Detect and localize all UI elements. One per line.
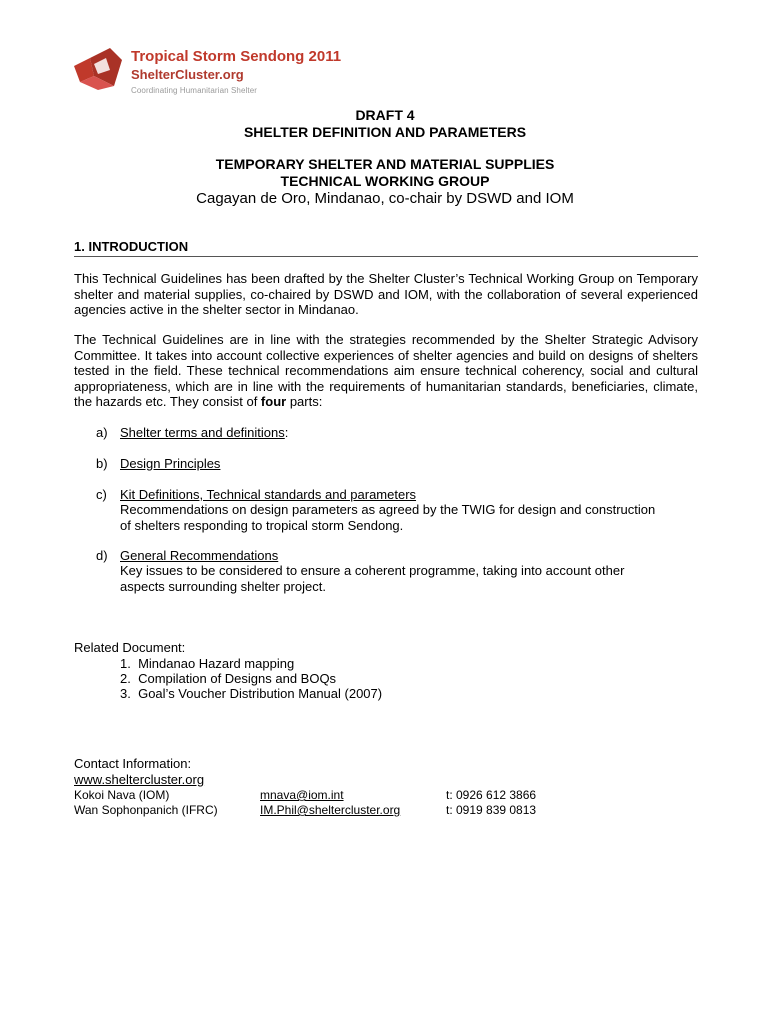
section-heading-introduction: 1. INTRODUCTION [74,239,189,254]
intro-paragraph-2: The Technical Guidelines are in line with the strategies recommended by the Shelter Strategic Advisory Committee. It takes into account collective experiences of shelter agencies and build on designs of shelters tested in the field. These technical recommendations aim ensure technical coherency, social and cultural appropriateness, which are in line with the requirements of humanitarian standards, beneficiaries, climate, the hazards etc. They consist of four parts: [74,332,698,409]
part-link-kit-definitions[interactable]: Kit Definitions, Technical standards and parameters [120,487,417,502]
header-site[interactable]: ShelterCluster.org [131,67,244,82]
part-link-shelter-terms[interactable]: Shelter terms and definitions: [120,425,289,440]
intro-paragraph-1: This Technical Guidelines has been drafted by the Shelter Cluster’s Technical Working Group on Temporary shelter and material supplies, co-chaired by DSWD and IOM, with the collaboration of several experienced agencies active in the shelter sector in Mindanao. [74,271,698,317]
list-letter: a) [96,425,108,440]
website-link[interactable]: www.sheltercluster.org [74,772,205,787]
part-description-kit: Recommendations on design parameters as agreed by the TWIG for design and construction of shelters responding to tropical storm Sendong. [120,502,656,533]
sheltercluster-logo-icon [72,46,124,92]
page-title: SHELTER DEFINITION AND PARAMETERS [243,124,527,140]
contact-email-link[interactable]: mnava@iom.int [260,788,344,802]
related-item: 1. Mindanao Hazard mapping [120,656,295,671]
list-letter: b) [96,456,108,471]
contact-name: Kokoi Nava (IOM) [74,788,170,802]
header-title: Tropical Storm Sendong 2011 [131,48,342,65]
list-letter: c) [96,487,107,502]
related-heading: Related Document: [74,640,186,655]
draft-label: DRAFT 4 [355,107,415,123]
contact-phone: t: 0919 839 0813 [446,803,537,817]
header-tagline: Coordinating Humanitarian Shelter [131,86,258,95]
related-item: 2. Compilation of Designs and BOQs [120,671,337,686]
list-letter: d) [96,548,108,563]
part-link-design-principles[interactable]: Design Principles [120,456,221,471]
location-line: Cagayan de Oro, Mindanao, co-chair by DSWD and IOM [196,190,574,207]
contact-email-link[interactable]: IM.Phil@sheltercluster.org [260,803,401,817]
related-item: 3. Goal’s Voucher Distribution Manual (2007) [120,686,383,701]
group-title-line1: TEMPORARY SHELTER AND MATERIAL SUPPLIES [215,156,555,172]
contact-name: Wan Sophonpanich (IFRC) [74,803,218,817]
part-link-general-recommendations[interactable]: General Recommendations [120,548,279,563]
contact-heading: Contact Information: [74,756,192,771]
contact-phone: t: 0926 612 3866 [446,788,537,802]
part-description-general: Key issues to be considered to ensure a coherent programme, taking into account other aspects surrounding shelter project. [120,563,625,594]
group-title-line2: TECHNICAL WORKING GROUP [280,173,490,189]
section-divider [74,256,698,257]
emphasis-four: four [260,394,287,409]
